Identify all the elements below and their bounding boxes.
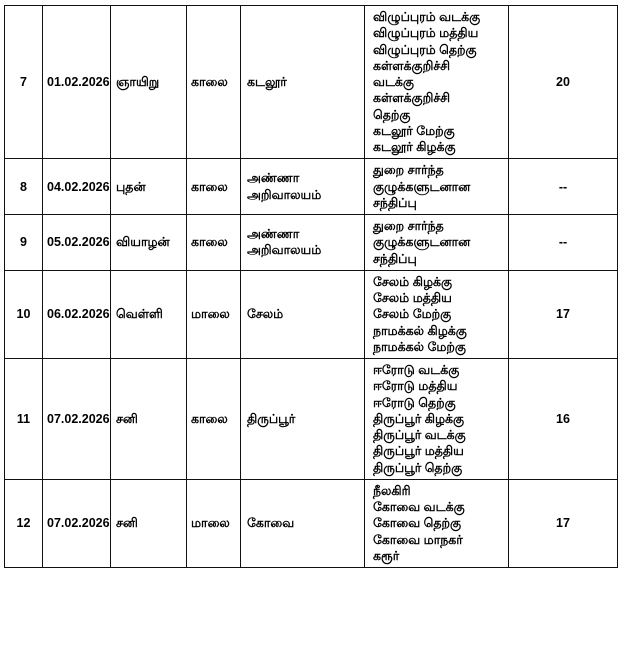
place-text: கடலூர்: [247, 75, 287, 89]
table-row: [5, 6, 618, 159]
units-list: [365, 6, 508, 158]
cell-serial: [5, 479, 43, 567]
unit-line: வடக்கு: [373, 75, 414, 89]
unit-line: சேலம் கிழக்கு: [373, 274, 453, 289]
units-list: [365, 271, 508, 358]
date-text: 07.02.2026: [47, 411, 110, 426]
cell-units: [365, 359, 509, 480]
unit-line: நீலகிரி: [373, 483, 411, 498]
cell-day: [111, 479, 187, 567]
cell-date: [43, 479, 111, 567]
unit-line: திருப்பூர் தெற்கு: [373, 460, 463, 475]
unit-line: ஈரோடு வடக்கு: [373, 363, 460, 377]
schedule-table: [4, 5, 618, 568]
day-text: சனி: [116, 516, 138, 531]
unit-line: திருப்பூர் வடக்கு: [373, 428, 466, 442]
cell-date: [43, 159, 111, 215]
date-text: 04.02.2026: [47, 179, 110, 194]
date-text: 06.02.2026: [47, 307, 110, 322]
cell-units: [365, 215, 509, 271]
cell-units: [365, 159, 509, 215]
unit-line: நாமக்கல் மேற்கு: [373, 339, 466, 354]
unit-line: துறை சார்ந்த: [373, 219, 444, 233]
serial-text: 12: [16, 516, 31, 531]
cell-units: [365, 479, 509, 567]
session-text: மாலை: [191, 307, 230, 322]
unit-line: கள்ளக்குறிச்சி: [373, 91, 451, 106]
serial-text: 7: [20, 75, 27, 89]
session-text: காலை: [191, 75, 228, 89]
cell-serial: [5, 270, 43, 358]
unit-line: சேலம் மேற்கு: [373, 307, 452, 322]
place-text: கோவை: [247, 516, 295, 531]
cell-date: [43, 6, 111, 159]
unit-line: தெற்கு: [373, 107, 411, 122]
unit-line: கோவை வடக்கு: [373, 500, 465, 514]
place-text: திருப்பூர்: [247, 411, 296, 426]
cell-date: [43, 215, 111, 271]
unit-line: கடலூர் மேற்கு: [373, 123, 455, 138]
cell-units: [365, 270, 509, 358]
cell-date: [43, 359, 111, 480]
cell-session: [187, 159, 241, 215]
table-row: [5, 215, 618, 271]
cell-session: [187, 359, 241, 480]
day-text: வியாழன்: [116, 235, 170, 250]
units-list: [365, 215, 508, 270]
table-row: [5, 159, 618, 215]
unit-line: சேலம் மத்திய: [373, 291, 452, 305]
unit-line: குழுக்களுடனான: [373, 235, 471, 250]
cell-serial: [5, 6, 43, 159]
count-text: 16: [556, 411, 570, 426]
cell-place: [241, 270, 365, 358]
cell-session: [187, 215, 241, 271]
units-list: [365, 159, 508, 214]
place-text: அண்ணா அறிவாலயம்: [247, 227, 322, 258]
cell-session: [187, 270, 241, 358]
unit-line: கடலூர் கிழக்கு: [373, 140, 456, 154]
session-text: மாலை: [191, 516, 230, 531]
cell-serial: [5, 159, 43, 215]
unit-line: சந்திப்பு: [373, 251, 417, 266]
cell-count: [509, 6, 618, 159]
cell-serial: [5, 215, 43, 271]
unit-line: விழுப்புரம் தெற்கு: [373, 42, 477, 57]
serial-text: 11: [16, 411, 31, 426]
day-text: ஞாயிறு: [116, 75, 160, 89]
count-text: --: [558, 235, 568, 250]
date-text: 07.02.2026: [47, 516, 110, 531]
cell-place: [241, 479, 365, 567]
unit-line: கோவை மாநகர்: [373, 532, 463, 547]
cell-serial: [5, 359, 43, 480]
table-row: [5, 270, 618, 358]
cell-day: [111, 6, 187, 159]
cell-count: [509, 479, 618, 567]
unit-line: திருப்பூர் கிழக்கு: [373, 411, 465, 426]
session-text: காலை: [191, 235, 228, 250]
cell-session: [187, 6, 241, 159]
serial-text: 9: [20, 235, 27, 250]
serial-text: 8: [20, 179, 27, 194]
cell-session: [187, 479, 241, 567]
day-text: சனி: [116, 411, 138, 426]
cell-count: [509, 159, 618, 215]
session-text: காலை: [191, 179, 228, 194]
cell-place: [241, 6, 365, 159]
count-text: 17: [556, 516, 570, 531]
unit-line: நாமக்கல் கிழக்கு: [373, 323, 467, 338]
cell-day: [111, 215, 187, 271]
serial-text: 10: [16, 307, 31, 322]
unit-line: கரூர்: [373, 548, 400, 563]
cell-count: [509, 270, 618, 358]
cell-day: [111, 159, 187, 215]
place-text: சேலம்: [247, 307, 284, 322]
cell-count: [509, 359, 618, 480]
unit-line: கோவை தெற்கு: [373, 516, 462, 531]
session-text: காலை: [191, 411, 228, 426]
cell-day: [111, 359, 187, 480]
table-row: [5, 479, 618, 567]
day-text: புதன்: [116, 179, 146, 194]
unit-line: விழுப்புரம் வடக்கு: [373, 10, 481, 24]
units-list: [365, 359, 508, 479]
unit-line: ஈரோடு மத்திய: [373, 379, 458, 394]
cell-day: [111, 270, 187, 358]
table-row: [5, 359, 618, 480]
cell-place: [241, 159, 365, 215]
unit-line: திருப்பூர் மத்திய: [373, 444, 464, 459]
cell-place: [241, 215, 365, 271]
unit-line: குழுக்களுடனான: [373, 179, 471, 194]
unit-line: விழுப்புரம் மத்திய: [373, 26, 479, 41]
date-text: 01.02.2026: [47, 75, 110, 89]
unit-line: ஈரோடு தெற்கு: [373, 395, 456, 410]
day-text: வெள்ளி: [116, 307, 163, 322]
unit-line: கள்ளக்குறிச்சி: [373, 58, 451, 73]
unit-line: சந்திப்பு: [373, 195, 417, 210]
schedule-table-body: [5, 6, 618, 568]
cell-count: [509, 215, 618, 271]
units-list: [365, 480, 508, 567]
cell-place: [241, 359, 365, 480]
count-text: 17: [556, 307, 570, 322]
cell-date: [43, 270, 111, 358]
place-text: அண்ணா அறிவாலயம்: [247, 171, 322, 202]
cell-units: [365, 6, 509, 159]
date-text: 05.02.2026: [47, 235, 110, 250]
count-text: --: [558, 179, 568, 194]
unit-line: துறை சார்ந்த: [373, 163, 444, 178]
count-text: 20: [556, 75, 570, 89]
